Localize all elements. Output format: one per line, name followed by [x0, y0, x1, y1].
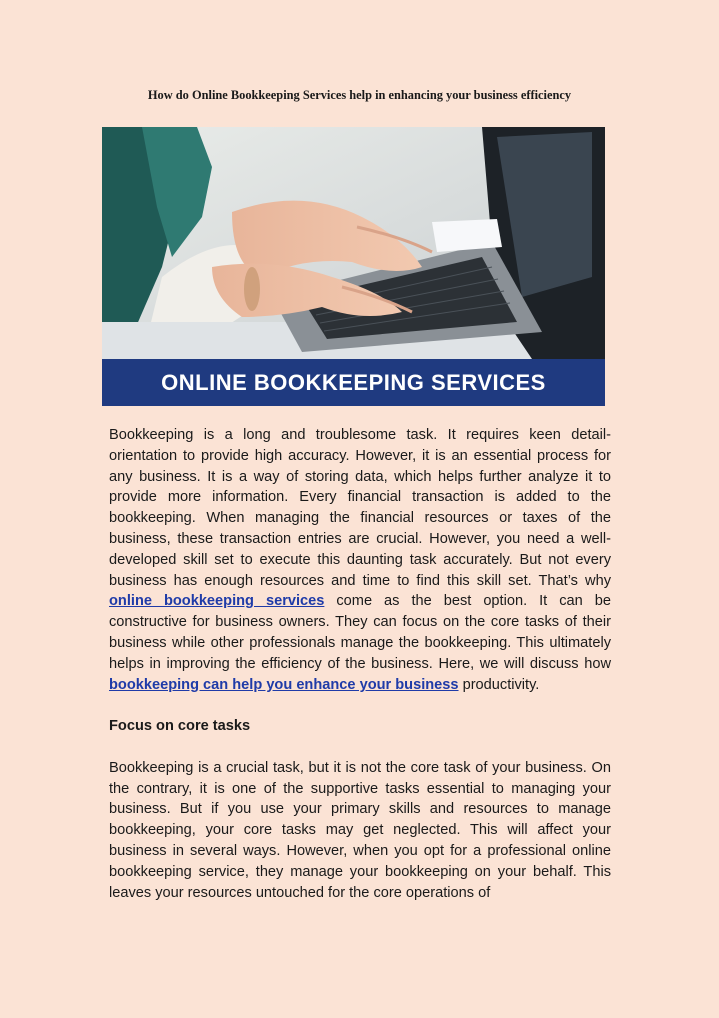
enhance-business-link[interactable]: bookkeeping can help you enhance your business: [109, 676, 459, 693]
page-title: How do Online Bookkeeping Services help in enhancing your business efficiency: [147, 88, 572, 102]
intro-paragraph: Bookkeeping is a long and troublesome task. It requires keen detail-orientation to provide high accuracy. However, it is an essential process for any business. It is a way of storing data, which helps further analyze it to provide more information. Every financial transaction is added to the bookkeeping. When managing the financial resources or taxes of the business, these transaction entries are crucial. However, you need a well-developed skill set to execute this daunting task accurately. But not every business has enough resources and time to find this skill set. That’s why online bookkeeping services come as the best option. It can be constructive for business owners. They can focus on the core tasks of their business while other professionals manage the bookkeeping. This ultimately helps in improving the efficiency of the business. Here, we will discuss how bookkeeping can help you enhance your business productivity.: [109, 427, 611, 693]
banner-text: ONLINE BOOKKEEPING SERVICES: [161, 369, 546, 395]
article-body: [109, 425, 611, 903]
online-bookkeeping-services-link[interactable]: online bookkeeping services: [109, 593, 325, 610]
section-paragraph: Bookkeeping is a crucial task, but it is not the core task of your business. On the contrary, it is one of the supportive tasks essential to managing your business. But if you use your primary skills and resources to manage bookkeeping, your core tasks may get neglected. This will affect your business in several ways. However, when you opt for a professional online bookkeeping service, they manage your bookkeeping on your behalf. This leaves your resources untouched for the core operations of: [109, 759, 611, 901]
section-heading: Focus on core tasks: [109, 718, 251, 735]
hero-image: [102, 127, 605, 406]
